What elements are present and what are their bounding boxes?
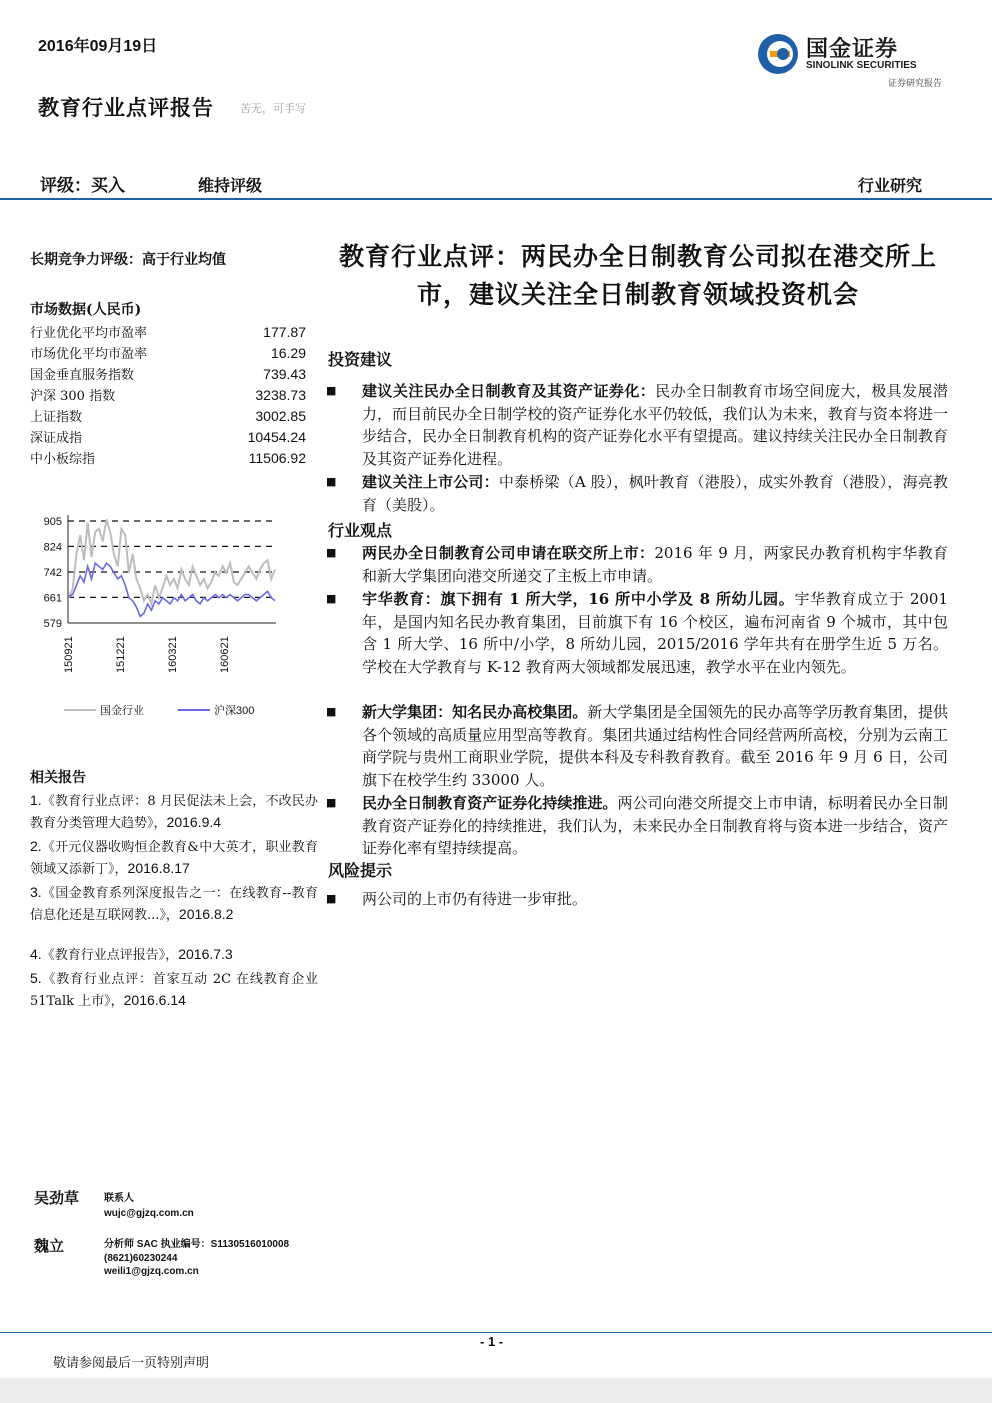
- related-report-number: 1.: [30, 792, 42, 808]
- report-date: 2016年09月19日: [38, 38, 158, 55]
- section-heading-risk: 风险提示: [328, 861, 393, 880]
- related-reports-list: [30, 790, 318, 1012]
- market-data-value: 177.87: [263, 323, 306, 340]
- section-heading-investment: 投资建议: [328, 350, 393, 369]
- footer-divider: [0, 1332, 992, 1333]
- market-data-row: [30, 447, 306, 468]
- market-data-row: [30, 342, 306, 363]
- chart-x-tick-label: 150921: [63, 636, 75, 673]
- section-heading-industry-view: 行业观点: [328, 521, 393, 540]
- bullet-text: 新大学集团是全国领先的民办高等学历教育集团，提供各个领域的高质量应用型高等教育。集团共通过结构性合同经营两所高校，分别为云南工商学院与贵州工商职业学院，提供本科及专科教育教育。截至 2016 年 9 月 6 日，公司旗下在校学生约 33000 人。: [362, 703, 948, 789]
- related-report-date: 2016.6.14: [123, 992, 186, 1008]
- logo-english-name: SINOLINK SECURITIES: [806, 60, 917, 71]
- related-report-number: 3.: [30, 884, 42, 900]
- analyst-name: 魏立: [34, 1237, 65, 1255]
- chart-y-tick-label: 661: [43, 592, 62, 605]
- chart-series-line: [69, 519, 275, 604]
- market-data-label: 深证成指: [30, 431, 83, 446]
- market-data-value: 10454.24: [247, 428, 306, 445]
- chart-y-tick-label: 742: [43, 567, 62, 579]
- bullet-text: 两公司的上市仍有待进一步审批。: [362, 890, 588, 908]
- bullet-text: 中泰桥梁（A 股），枫叶教育（港股），成实外教育（港股），海亮教育（美股）。: [362, 473, 948, 514]
- handwritten-note: 苦无，可手写: [240, 102, 306, 115]
- market-data-value: 739.43: [263, 365, 306, 382]
- analyst-contact: [104, 1238, 289, 1279]
- bullet-item: [326, 380, 948, 470]
- related-report-number: 5.: [30, 970, 42, 986]
- logo-subtitle: 证券研究报告: [887, 79, 942, 89]
- related-report-item[interactable]: 4.《教育行业点评报告》，2016.7.3: [30, 946, 233, 963]
- bullet-item: [326, 792, 948, 860]
- related-report-title: 《教育行业点评报告》: [41, 948, 166, 963]
- market-data-label: 沪深 300 指数: [30, 389, 116, 404]
- related-report-item[interactable]: 2.《开元仪器收购恒企教育&中大英才，职业教育领域又添新丁》，2016.8.17: [30, 838, 318, 877]
- chart-y-tick-label: 905: [43, 516, 62, 528]
- analyst-email[interactable]: weili1@gjzq.com.cn: [104, 1266, 199, 1277]
- related-report-item[interactable]: 1.《教育行业点评：8 月民促法未上会，不改民办教育分类管理大趋势》，2016.9.4: [30, 792, 318, 831]
- market-data-row: [30, 405, 306, 426]
- market-data-label: 市场优化平均市盈率: [30, 347, 148, 362]
- bullet-lead: 建议关注上市公司：: [362, 473, 499, 491]
- market-data-value: 16.29: [270, 344, 306, 361]
- header-divider: [0, 198, 992, 200]
- market-data-value: 3238.73: [255, 386, 306, 403]
- report-series-title: 教育行业点评报告: [38, 95, 214, 120]
- bullet-lead: 宇华教育：旗下拥有 1 所大学，16 所中小学及 8 所幼儿园。: [362, 590, 795, 608]
- bullet-lead: 两民办全日制教育公司申请在联交所上市：: [362, 544, 655, 562]
- company-logo: [756, 30, 946, 92]
- bullet-square-icon: ■: [326, 705, 337, 718]
- footer-band: [0, 1378, 992, 1403]
- bullet-square-icon: ■: [326, 475, 337, 488]
- related-report-date: 2016.7.3: [178, 946, 233, 962]
- related-report-title: 《开元仪器收购恒企教育&中大英才，职业教育领域又添新丁》: [30, 840, 318, 877]
- analyst-role: 联系人: [104, 1193, 134, 1204]
- market-data-title: 市场数据(人民币): [30, 302, 142, 318]
- report-title: 教育行业点评：两民办全日制教育公司拟在港交所上市，建议关注全日制教育领域投资机会: [338, 242, 937, 309]
- analyst-sac-number: 分析师 SAC 执业编号：S1130516010008: [104, 1239, 290, 1250]
- bullet-item: [326, 471, 948, 516]
- chart-x-tick-label: 160321: [167, 636, 179, 673]
- market-data-row: [30, 384, 306, 405]
- page-number: - 1 -: [480, 1334, 504, 1349]
- bullet-lead: 民办全日制教育资产证券化持续推进。: [362, 794, 618, 812]
- related-report-item[interactable]: 3.《国金教育系列深度报告之一：在线教育--教育信息化还是互联网教...》，2016.8.2: [30, 884, 318, 923]
- market-data-value: 3002.85: [255, 407, 306, 424]
- analyst-contact: [104, 1191, 194, 1221]
- related-report-item[interactable]: 5.《教育行业点评：首家互动 2C 在线教育企业 51Talk 上市》，2016.6.14: [30, 970, 318, 1009]
- market-data-row: [30, 363, 306, 384]
- analyst-name: 吴劲草: [34, 1189, 80, 1207]
- bullet-text: 两公司向港交所提交上市申请，标明着民办全日制教育资产证券化的持续推进，我们认为，未来民办全日制教育将与资本进一步结合，资产证券化率有望持续提高。: [362, 794, 948, 858]
- market-data-row: [30, 426, 306, 447]
- related-report-title: 《国金教育系列深度报告之一：在线教育--教育信息化还是互联网教...》: [30, 886, 318, 923]
- bullet-square-icon: ■: [326, 592, 337, 605]
- bullet-square-icon: ■: [326, 384, 337, 397]
- related-report-date: 2016.9.4: [166, 814, 222, 830]
- bullet-lead: 建议关注民办全日制教育及其资产证券化：: [362, 382, 656, 400]
- market-data-label: 行业优化平均市盈率: [30, 326, 148, 341]
- bullet-item: [326, 542, 948, 587]
- chart-x-tick-label: 151221: [115, 636, 127, 673]
- related-report-number: 4.: [30, 946, 42, 962]
- competitive-rating: 长期竞争力评级：高于行业均值: [30, 252, 226, 268]
- sinolink-logo-icon: [756, 32, 800, 76]
- rating: 评级：买入: [40, 176, 125, 196]
- chart-legend-label: 国金行业: [100, 705, 144, 717]
- logo-chinese-name: 国金证券: [806, 36, 899, 61]
- bullet-text: 民办全日制教育市场空间庞大，极具发展潜力，而目前民办全日制学校的资产证券化水平仍较低，我们认为未来，教育与资本将进一步结合，民办全日制教育机构的资产证券化水平有望提高。建议持续关注民办全日制教育及其资产证券化进程。: [362, 382, 948, 468]
- chart-y-tick-label: 579: [43, 618, 62, 630]
- related-report-title: 《教育行业点评：首家互动 2C 在线教育企业 51Talk 上市》: [30, 972, 318, 1009]
- market-data-label: 上证指数: [30, 410, 83, 425]
- analyst-phone: (8621)60230244: [104, 1252, 178, 1264]
- bullet-square-icon: ■: [326, 546, 337, 559]
- index-comparison-chart: [30, 505, 290, 725]
- bullet-square-icon: ■: [326, 796, 337, 809]
- research-type: 行业研究: [858, 176, 923, 195]
- bullet-text: 宇华教育成立于 2001 年，是国内知名民办教育集团，目前旗下有 16 个校区，遍布河南省 9 个城市，其中包含 1 所大学、16 所中/小学，8 所幼儿园，2015/2016 学年共有在册学生近 5 万名。学校在大学教育与 K-12 教育两大领域都发展迅速，教学水平在业内领先。: [362, 590, 948, 676]
- market-data-value: 11506.92: [248, 449, 306, 466]
- bullet-lead: 新大学集团：知名民办高校集团。: [362, 703, 588, 721]
- chart-legend-label: 沪深300: [214, 705, 255, 717]
- related-report-number: 2.: [30, 838, 42, 854]
- bullet-item: [326, 888, 948, 911]
- market-data-table: [30, 321, 306, 468]
- chart-y-tick-label: 824: [43, 541, 62, 554]
- chart-x-tick-label: 160621: [219, 636, 231, 673]
- related-report-date: 2016.8.2: [178, 906, 234, 922]
- rating-action: 维持评级: [198, 176, 263, 195]
- market-data-label: 中小板综指: [30, 452, 96, 467]
- analyst-email[interactable]: wujc@gjzq.com.cn: [104, 1208, 194, 1219]
- related-report-date: 2016.8.17: [127, 860, 190, 876]
- market-data-label: 国金垂直服务指数: [30, 368, 135, 383]
- chart-series-line: [69, 563, 275, 616]
- bullet-square-icon: ■: [326, 892, 337, 905]
- bullet-item: [326, 588, 948, 678]
- related-report-title: 《教育行业点评：8 月民促法未上会，不改民办教育分类管理大趋势》: [30, 794, 318, 831]
- related-reports-title: 相关报告: [30, 770, 86, 786]
- bullet-text: 2016 年 9 月，两家民办教育机构宇华教育和新大学集团向港交所递交了主板上市申请。: [362, 544, 948, 585]
- bullet-item: [326, 701, 948, 791]
- market-data-row: [30, 321, 306, 342]
- disclaimer: 敬请参阅最后一页特别声明: [53, 1356, 210, 1371]
